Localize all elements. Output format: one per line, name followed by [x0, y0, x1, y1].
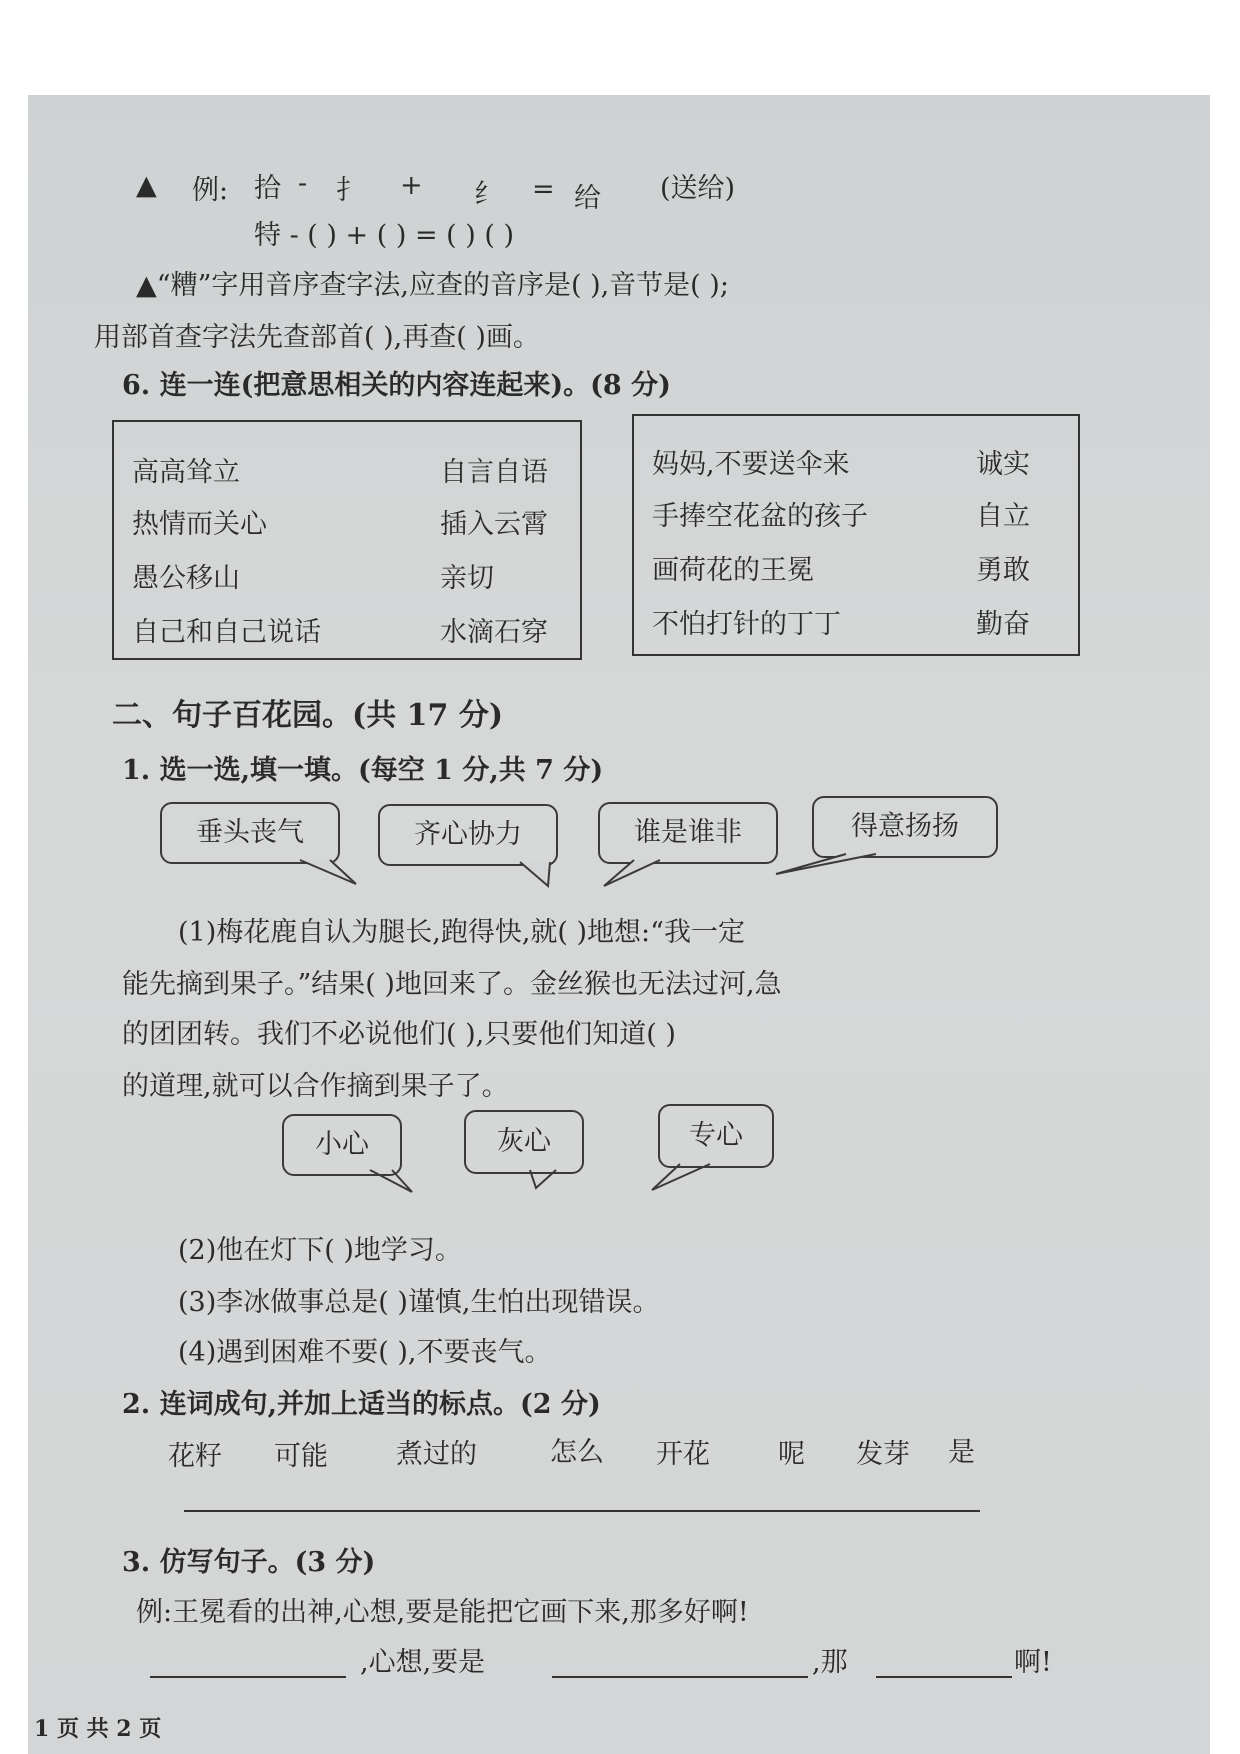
example-result: 给 — [574, 183, 601, 214]
match-right-target-2: 自立 — [976, 501, 1030, 532]
word-bubble-xiaoxin: 小心 — [282, 1114, 402, 1176]
word-bubble-2: 齐心协力 — [378, 804, 558, 866]
yinxu-question-line2: 用部首查字法先查部首( ),再查( )画。 — [94, 322, 540, 353]
word-bubble-1: 垂头丧气 — [160, 802, 340, 864]
match-left-item-1: 高高耸立 — [132, 457, 240, 488]
section-2-title: 二、句子百花园。(共 17 分) — [112, 698, 504, 733]
q2-word-7: 发芽 — [856, 1439, 910, 1470]
paragraph-line-3: 的团团转。我们不必说他们( ),只要他们知道( ) — [122, 1019, 676, 1050]
example-minus: - — [298, 168, 308, 199]
q3-part-1: ,心想,要是 — [360, 1647, 486, 1678]
word-bubble-huixin: 灰心 — [464, 1110, 584, 1174]
match-right-target-3: 勇敢 — [976, 555, 1030, 586]
match-left-item-3: 愚公移山 — [132, 563, 240, 594]
example-label: 例: — [192, 175, 229, 206]
sentence-3: (3)李冰做事总是( )谨慎,生怕出现错误。 — [178, 1287, 660, 1318]
match-right-item-2: 手捧空花盆的孩子 — [652, 501, 868, 532]
q2-word-5: 开花 — [656, 1439, 710, 1470]
q3-example: 例:王冕看的出神,心想,要是能把它画下来,那多好啊! — [136, 1597, 749, 1628]
q2-word-1: 花籽 — [168, 1441, 222, 1472]
q3-part-3: 啊! — [1014, 1647, 1052, 1678]
match-left-target-4: 水滴石穿 — [440, 617, 548, 648]
triangle-marker-icon: ▲ — [136, 170, 157, 201]
match-right-item-1: 妈妈,不要送伞来 — [652, 449, 850, 480]
q2-word-6: 呢 — [778, 1439, 805, 1470]
match-left-target-3: 亲切 — [440, 563, 494, 594]
paragraph-line-4: 的道理,就可以合作摘到果子了。 — [122, 1071, 509, 1102]
match-left-target-2: 插入云霄 — [440, 509, 548, 540]
q3-part-2: ,那 — [812, 1647, 848, 1678]
yinxu-question-line1: ▲“糟”字用音序查字法,应查的音序是( ),音节是( ); — [136, 270, 729, 301]
q3-blank-3 — [876, 1676, 1012, 1678]
match-right-item-4: 不怕打针的丁丁 — [652, 609, 841, 640]
q6-title: 6. 连一连(把意思相关的内容连起来)。(8 分) — [122, 370, 671, 401]
match-left-target-1: 自言自语 — [440, 457, 548, 488]
q1-title: 1. 选一选,填一填。(每空 1 分,共 7 分) — [122, 755, 604, 786]
paragraph-line-2: 能先摘到果子。”结果( )地回来了。金丝猴也无法过河,急 — [122, 969, 782, 1000]
q2-title: 2. 连词成句,并加上适当的标点。(2 分) — [122, 1389, 601, 1420]
example-char-c: 纟 — [474, 179, 501, 210]
example-plus: + — [400, 170, 423, 201]
q2-word-4: 怎么 — [550, 1437, 604, 1468]
q2-word-3: 煮过的 — [396, 1439, 477, 1470]
word-bubble-4: 得意扬扬 — [812, 796, 998, 858]
example-char-a: 拾 — [254, 173, 281, 204]
q2-word-2: 可能 — [274, 1441, 328, 1472]
match-right-item-3: 画荷花的王冕 — [652, 555, 814, 586]
match-right-target-1: 诚实 — [976, 449, 1030, 480]
page-number-footer: 1 页 共 2 页 — [34, 1716, 162, 1742]
match-right-target-4: 勤奋 — [976, 609, 1030, 640]
example-word: (送给) — [660, 173, 736, 204]
match-left-item-4: 自己和自己说话 — [132, 617, 321, 648]
match-left-item-2: 热情而关心 — [132, 509, 267, 540]
paragraph-line-1: (1)梅花鹿自认为腿长,跑得快,就( )地想:“我一定 — [178, 917, 745, 948]
q3-blank-2 — [552, 1676, 808, 1678]
example-equals: = — [532, 174, 555, 205]
word-bubble-zhuanxin: 专心 — [658, 1104, 774, 1168]
sentence-2: (2)他在灯下( )地学习。 — [178, 1235, 462, 1266]
example-exercise-row: 特 - ( ) + ( ) = ( ) ( ) — [254, 220, 515, 251]
word-bubble-3: 谁是谁非 — [598, 802, 778, 864]
q3-blank-1 — [150, 1676, 346, 1678]
q3-title: 3. 仿写句子。(3 分) — [122, 1547, 376, 1578]
example-char-b: 扌 — [336, 175, 363, 206]
q2-word-8: 是 — [948, 1437, 975, 1468]
q2-answer-line — [184, 1510, 980, 1512]
sentence-4: (4)遇到困难不要( ),不要丧气。 — [178, 1337, 552, 1368]
